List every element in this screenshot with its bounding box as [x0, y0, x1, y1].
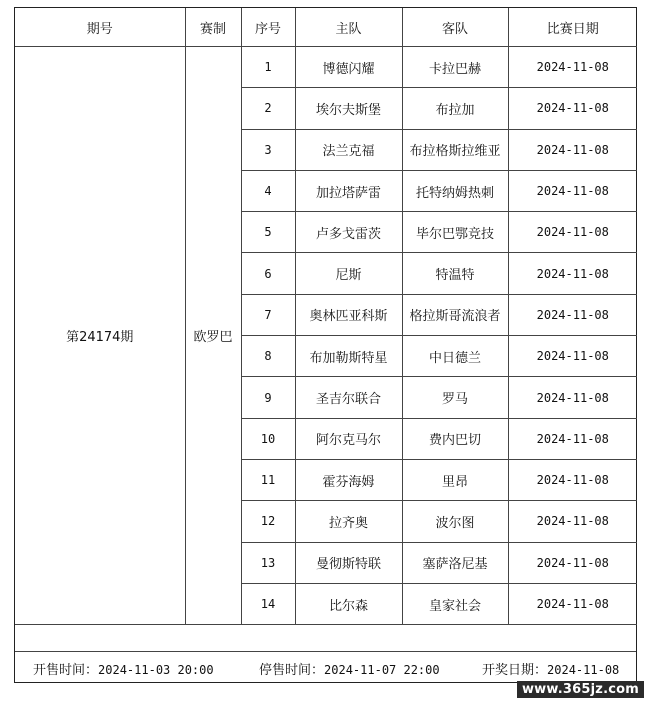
match-table — [15, 8, 637, 625]
away-team: 托特纳姆热刺 — [402, 170, 508, 211]
match-date: 2024-11-08 — [508, 294, 637, 335]
match-seq: 7 — [241, 294, 295, 335]
away-team: 毕尔巴鄂竞技 — [402, 212, 508, 253]
away-team: 波尔图 — [402, 501, 508, 542]
sale-close-time — [259, 659, 440, 678]
match-date: 2024-11-08 — [508, 170, 637, 211]
match-seq: 13 — [241, 542, 295, 583]
home-team: 布加勒斯特星 — [295, 336, 402, 377]
home-team: 曼彻斯特联 — [295, 542, 402, 583]
match-date: 2024-11-08 — [508, 129, 637, 170]
issue-number: 第24174期 — [15, 47, 185, 625]
match-date: 2024-11-08 — [508, 418, 637, 459]
away-team: 费内巴切 — [402, 418, 508, 459]
away-team: 特温特 — [402, 253, 508, 294]
match-date: 2024-11-08 — [508, 501, 637, 542]
header-issue: 期号 — [15, 8, 185, 47]
match-date: 2024-11-08 — [508, 253, 637, 294]
home-team: 卢多戈雷茨 — [295, 212, 402, 253]
blank-row — [15, 624, 636, 652]
match-seq: 11 — [241, 459, 295, 500]
away-team: 里昂 — [402, 459, 508, 500]
sale-close-value: 2024-11-07 22:00 — [324, 663, 440, 677]
header-match-date: 比赛日期 — [508, 8, 637, 47]
schedule-sheet — [14, 7, 637, 683]
match-date: 2024-11-08 — [508, 88, 637, 129]
home-team: 博德闪耀 — [295, 47, 402, 88]
match-seq: 10 — [241, 418, 295, 459]
match-seq: 4 — [241, 170, 295, 211]
header-format: 赛制 — [185, 8, 241, 47]
match-date: 2024-11-08 — [508, 47, 637, 88]
match-date: 2024-11-08 — [508, 583, 637, 624]
away-team: 皇家社会 — [402, 583, 508, 624]
draw-date — [482, 659, 619, 678]
match-seq: 5 — [241, 212, 295, 253]
home-team: 法兰克福 — [295, 129, 402, 170]
header-row — [15, 8, 637, 47]
away-team: 中日德兰 — [402, 336, 508, 377]
sale-open-label: 开售时间： — [33, 663, 99, 678]
header-home-team: 主队 — [295, 8, 402, 47]
match-seq: 6 — [241, 253, 295, 294]
sale-open-time — [33, 659, 214, 678]
match-date: 2024-11-08 — [508, 212, 637, 253]
sale-info-footer — [15, 653, 636, 681]
home-team: 霍芬海姆 — [295, 459, 402, 500]
match-seq: 1 — [241, 47, 295, 88]
home-team: 奥林匹亚科斯 — [295, 294, 402, 335]
home-team: 比尔森 — [295, 583, 402, 624]
away-team: 布拉格斯拉维亚 — [402, 129, 508, 170]
sale-open-value: 2024-11-03 20:00 — [98, 663, 214, 677]
header-seq: 序号 — [241, 8, 295, 47]
match-date: 2024-11-08 — [508, 459, 637, 500]
away-team: 卡拉巴赫 — [402, 47, 508, 88]
draw-date-label: 开奖日期： — [482, 663, 548, 678]
match-seq: 14 — [241, 583, 295, 624]
home-team: 埃尔夫斯堡 — [295, 88, 402, 129]
table-row — [15, 47, 637, 88]
match-seq: 8 — [241, 336, 295, 377]
site-watermark: www.365jz.com — [517, 681, 644, 698]
draw-date-value: 2024-11-08 — [547, 663, 620, 677]
away-team: 布拉加 — [402, 88, 508, 129]
match-date: 2024-11-08 — [508, 336, 637, 377]
sale-close-label: 停售时间： — [259, 663, 325, 678]
header-away-team: 客队 — [402, 8, 508, 47]
match-seq: 12 — [241, 501, 295, 542]
home-team: 圣吉尔联合 — [295, 377, 402, 418]
home-team: 拉齐奥 — [295, 501, 402, 542]
home-team: 加拉塔萨雷 — [295, 170, 402, 211]
home-team: 尼斯 — [295, 253, 402, 294]
away-team: 塞萨洛尼基 — [402, 542, 508, 583]
match-seq: 9 — [241, 377, 295, 418]
competition-format: 欧罗巴 — [185, 47, 241, 625]
match-date: 2024-11-08 — [508, 542, 637, 583]
match-seq: 2 — [241, 88, 295, 129]
match-date: 2024-11-08 — [508, 377, 637, 418]
match-list — [15, 47, 637, 625]
match-seq: 3 — [241, 129, 295, 170]
away-team: 罗马 — [402, 377, 508, 418]
away-team: 格拉斯哥流浪者 — [402, 294, 508, 335]
home-team: 阿尔克马尔 — [295, 418, 402, 459]
